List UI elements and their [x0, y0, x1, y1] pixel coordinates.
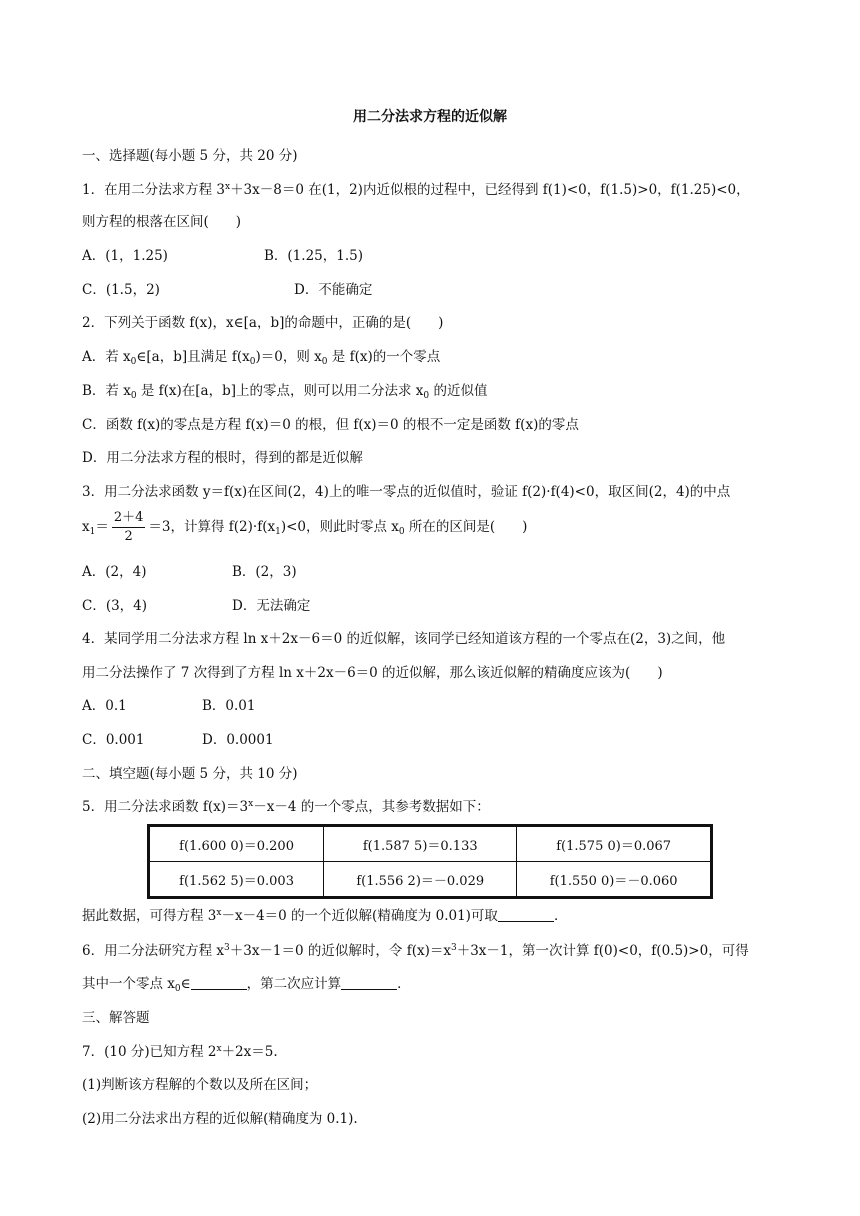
question-3-option-b: B．(2，3) — [232, 564, 297, 580]
table-cell: f(1.575 0)＝0.067 — [517, 826, 712, 862]
question-1-stem: 1．在用二分法求方程 $3^x+3x-8=0$ 在(1，2)内近似根的过程中，已经得到 f(1)<0，f(1.5)>0，f(1.25)<0， — [82, 182, 750, 198]
question-2-stem: 2．下列关于函数 f(x)，x∈[a，b]的命题中，正确的是( ) — [82, 315, 444, 331]
table-cell: f(1.556 2)＝－0.029 — [324, 862, 517, 898]
question-2-option-b: B．若 $x_0$ 是 f(x)在[a，b]上的零点，则可以用二分法求 $x_0$ 的近似值 — [82, 383, 488, 401]
question-6-stem-line2: 其中一个零点 $x_0\in$ ，第二次应计算 ． — [82, 976, 411, 994]
question-1-options-row2 — [82, 280, 780, 300]
question-3-option-c: C．(3，4) — [82, 598, 148, 614]
table-row — [149, 826, 712, 862]
question-1-stem-line2: 则方程的根落在区间( ) — [82, 214, 242, 230]
question-4-options-row2 — [82, 730, 780, 750]
question-2-option-a: A．若 $x_0\in[a$，b]且满足 $f(x_0)=0$，则 $x_0$ 是 f(x)的一个零点 — [82, 349, 441, 367]
question-4-option-b: B．0.01 — [202, 698, 256, 714]
fraction: $\frac{2+4}{2}$ — [113, 510, 144, 544]
question-3-options-row1 — [82, 562, 780, 582]
question-5-stem: 5．用二分法求函数 $f(x)=3^x-x-4$ 的一个零点，其参考数据如下： — [82, 799, 490, 815]
question-4-stem: 4．某同学用二分法求方程 ln x＋2x－6＝0 的近似解，该同学已经知道该方程的一个零点在(2，3)之间，他 — [82, 631, 726, 647]
table-cell: f(1.587 5)＝0.133 — [324, 826, 517, 862]
question-1-options-row1 — [82, 246, 780, 266]
question-3-stem: 3．用二分法求函数 y＝f(x)在区间(2，4)上的唯一零点的近似值时，验证 f(2)·f(4)<0，取区间(2，4)的中点 — [82, 484, 731, 500]
question-1-option-a: A．(1，1.25) — [82, 248, 168, 264]
question-3-option-a: A．(2，4) — [82, 564, 147, 580]
answer-blank[interactable] — [498, 907, 554, 922]
page-title: 用二分法求方程的近似解 — [353, 109, 507, 125]
table-cell: f(1.562 5)＝0.003 — [149, 862, 324, 898]
question-3-options-row2 — [82, 596, 780, 616]
section-heading-solve: 三、解答题 — [82, 1010, 150, 1026]
answer-blank[interactable] — [191, 975, 247, 990]
question-4-option-d: D．0.0001 — [202, 732, 274, 748]
question-6-stem: 6．用二分法研究方程 $x^3+3x-1=0$ 的近似解时，令 $f(x)=x^3+3x-1$，第一次计算 f(0)<0，f(0.5)>0，可得 — [82, 943, 749, 959]
question-1-option-d: D．不能确定 — [294, 282, 373, 298]
question-7-part-1: (1)判断该方程解的个数以及所在区间； — [82, 1077, 318, 1093]
section-heading-fill-in: 二、填空题(每小题 5 分，共 10 分) — [82, 766, 298, 782]
question-7-part-2: (2)用二分法求出方程的近似解(精确度为 0.1). — [82, 1111, 358, 1127]
table-row — [149, 862, 712, 898]
question-4-options-row1 — [82, 696, 780, 716]
question-3-stem-line2: $x_1=$ $\frac{2+4}{2}$ ＝3，计算得 $f(2)\cdot f(x_1)<0$，则此时零点 $x_0$ 所在的区间是( ) — [82, 510, 528, 544]
section-heading-choice: 一、选择题(每小题 5 分，共 20 分) — [82, 148, 298, 164]
table-cell: f(1.550 0)＝－0.060 — [517, 862, 712, 898]
reference-data-table — [147, 824, 713, 899]
question-2-option-c: C．函数 f(x)的零点是方程 f(x)＝0 的根，但 f(x)＝0 的根不一定是函数 f(x)的零点 — [82, 417, 579, 433]
question-4-option-a: A．0.1 — [82, 698, 127, 714]
question-4-option-c: C．0.001 — [82, 732, 145, 748]
question-1-option-c: C．(1.5，2) — [82, 282, 160, 298]
question-3-option-d: D．无法确定 — [232, 598, 311, 614]
question-4-stem-line2: 用二分法操作了 7 次得到了方程 ln x＋2x－6＝0 的近似解，那么该近似解的精确度应该为( ) — [82, 665, 663, 681]
question-2-option-d: D．用二分法求方程的根时，得到的都是近似解 — [82, 450, 363, 466]
question-1-option-b: B．(1.25，1.5) — [264, 248, 363, 264]
question-7-stem: 7．(10 分)已知方程 $2^x+2x=5$. — [82, 1044, 278, 1060]
question-5-answer-line: 据此数据，可得方程 $3^x-x-4=0$ 的一个近似解(精确度为 0.01)可取 ． — [82, 908, 568, 924]
answer-blank[interactable] — [341, 975, 397, 990]
table-cell: f(1.600 0)＝0.200 — [149, 826, 324, 862]
